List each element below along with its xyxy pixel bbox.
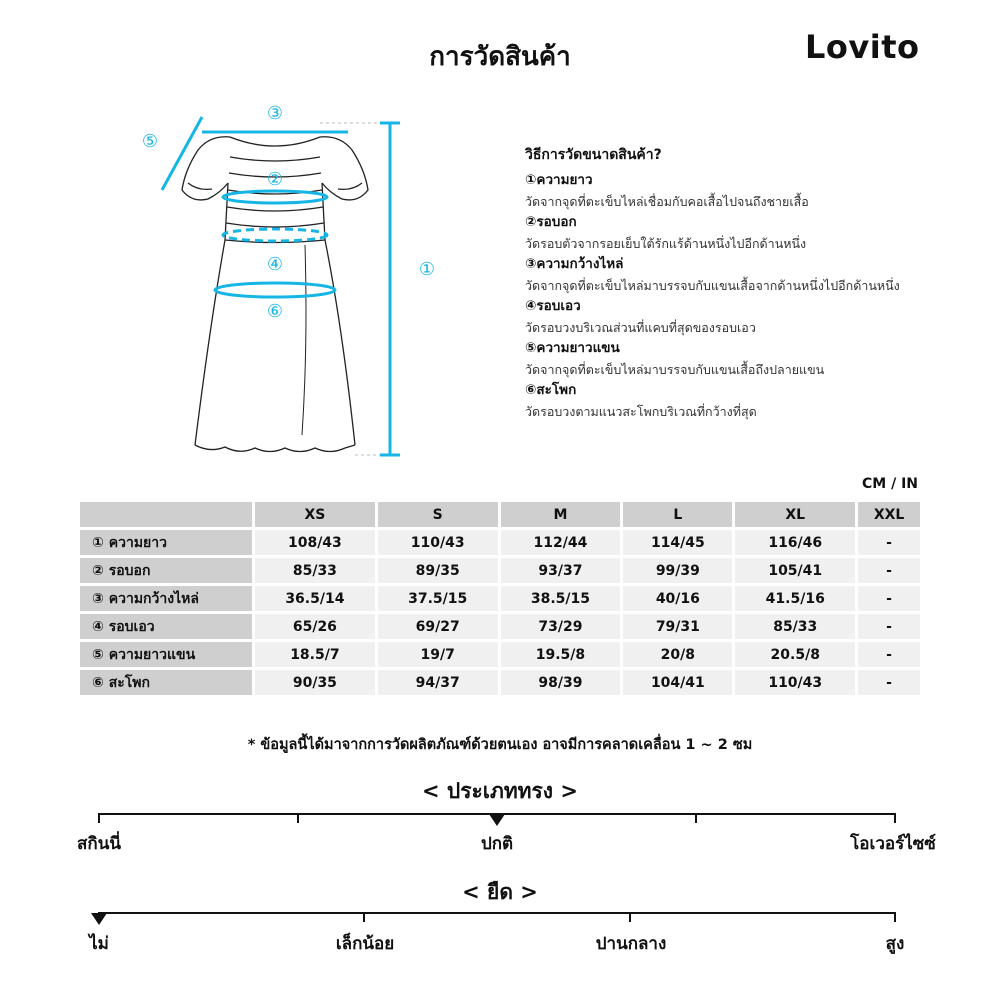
fit-scale-title: < ประเภททรง > bbox=[422, 779, 578, 803]
stretch-scale-tick bbox=[894, 912, 896, 922]
row-label: ⑥ สะโพก bbox=[80, 670, 252, 695]
size-header: M bbox=[501, 502, 621, 527]
stretch-selected-marker bbox=[91, 913, 107, 925]
marker-shoulder: ③ bbox=[266, 103, 284, 124]
size-header: S bbox=[378, 502, 498, 527]
measurement-note: * ข้อมูลนี้ได้มาจากการวัดผลิตภัณฑ์ด้วยตนเอง อาจมีการคลาดเคลื่อน 1 ~ 2 ซม bbox=[247, 737, 753, 753]
stretch-label: สูง bbox=[885, 934, 905, 954]
table-cell: 79/31 bbox=[623, 614, 732, 639]
table-cell: - bbox=[858, 614, 920, 639]
table-cell: - bbox=[858, 586, 920, 611]
marker-waist: ④ bbox=[266, 254, 284, 275]
table-cell: 104/41 bbox=[623, 670, 732, 695]
guide-item-title: ④รอบเอว bbox=[525, 298, 581, 314]
table-cell: 94/37 bbox=[378, 670, 498, 695]
table-cell: 85/33 bbox=[735, 614, 855, 639]
size-header: XXL bbox=[858, 502, 920, 527]
table-cell: 89/35 bbox=[378, 558, 498, 583]
fit-scale-tick bbox=[695, 813, 697, 823]
table-cell: 98/39 bbox=[501, 670, 621, 695]
fit-label: สกินนี่ bbox=[77, 834, 121, 854]
stretch-scale-tick bbox=[629, 912, 631, 922]
guide-item-title: ①ความยาว bbox=[525, 172, 593, 188]
guide-item bbox=[525, 170, 965, 212]
table-cell: 93/37 bbox=[501, 558, 621, 583]
marker-length: ① bbox=[418, 259, 436, 280]
page-title: การวัดสินค้า bbox=[429, 42, 571, 72]
table-cell: 110/43 bbox=[735, 670, 855, 695]
fit-scale-tick bbox=[98, 813, 100, 823]
table-cell: 20.5/8 bbox=[735, 642, 855, 667]
guide-item-desc: วัดรอบวงตามแนวสะโพกบริเวณที่กว้างที่สุด bbox=[525, 404, 757, 419]
table-cell: 114/45 bbox=[623, 530, 732, 555]
table-cell: 69/27 bbox=[378, 614, 498, 639]
table-row bbox=[80, 670, 920, 695]
guide-item-title: ⑤ความยาวแขน bbox=[525, 340, 620, 356]
size-table bbox=[77, 499, 923, 698]
table-cell: 99/39 bbox=[623, 558, 732, 583]
size-header: L bbox=[623, 502, 732, 527]
guide-item bbox=[525, 254, 965, 296]
table-row bbox=[80, 586, 920, 611]
table-cell: 36.5/14 bbox=[255, 586, 375, 611]
fit-label: ปกติ bbox=[480, 834, 514, 854]
table-cell: 19/7 bbox=[378, 642, 498, 667]
guide-item-desc: วัดจากจุดที่ตะเข็บไหล่มาบรรจบกับแขนเสื้อจากด้านหนึ่งไปอีกด้านหนึ่ง bbox=[525, 278, 900, 293]
table-cell: 110/43 bbox=[378, 530, 498, 555]
table-cell: 112/44 bbox=[501, 530, 621, 555]
guide-item bbox=[525, 380, 965, 422]
brand-logo: Lovito bbox=[805, 28, 920, 66]
row-label: ② รอบอก bbox=[80, 558, 252, 583]
table-cell: 85/33 bbox=[255, 558, 375, 583]
guide-item-desc: วัดรอบวงบริเวณส่วนที่แคบที่สุดของรอบเอว bbox=[525, 320, 756, 335]
table-cell: 38.5/15 bbox=[501, 586, 621, 611]
marker-bust: ② bbox=[266, 169, 284, 190]
table-cell: 41.5/16 bbox=[735, 586, 855, 611]
row-label: ③ ความกว้างไหล่ bbox=[80, 586, 252, 611]
table-header-row bbox=[80, 502, 920, 527]
guide-item-desc: วัดจากจุดที่ตะเข็บไหล่เชื่อมกับคอเสื้อไปจนถึงชายเสื้อ bbox=[525, 194, 809, 209]
table-cell: 20/8 bbox=[623, 642, 732, 667]
table-row bbox=[80, 642, 920, 667]
guide-item bbox=[525, 212, 965, 254]
guide-heading: วิธีการวัดขนาดสินค้า? bbox=[525, 147, 662, 163]
unit-label: CM / IN bbox=[862, 476, 918, 492]
table-row bbox=[80, 530, 920, 555]
table-cell: 73/29 bbox=[501, 614, 621, 639]
guide-item-desc: วัดรอบตัวจากรอยเย็บใต้รักแร้ด้านหนึ่งไปอีกด้านหนึ่ง bbox=[525, 236, 807, 251]
table-cell: 108/43 bbox=[255, 530, 375, 555]
table-cell: - bbox=[858, 642, 920, 667]
table-cell: 18.5/7 bbox=[255, 642, 375, 667]
stretch-scale-tick bbox=[363, 912, 365, 922]
table-cell: - bbox=[858, 558, 920, 583]
table-row bbox=[80, 614, 920, 639]
guide-item-title: ②รอบอก bbox=[525, 214, 577, 230]
table-cell: 90/35 bbox=[255, 670, 375, 695]
guide-item-title: ③ความกว้างไหล่ bbox=[525, 256, 624, 272]
size-header: XL bbox=[735, 502, 855, 527]
marker-hip: ⑥ bbox=[266, 301, 284, 322]
dress-measurement-diagram bbox=[130, 95, 460, 470]
table-cell: 40/16 bbox=[623, 586, 732, 611]
table-corner-cell bbox=[80, 502, 252, 527]
table-cell: 105/41 bbox=[735, 558, 855, 583]
measurement-guide bbox=[525, 145, 965, 422]
marker-sleeve: ⑤ bbox=[141, 131, 159, 152]
stretch-label: ปานกลาง bbox=[595, 934, 667, 954]
table-cell: 37.5/15 bbox=[378, 586, 498, 611]
stretch-label: ไม่ bbox=[89, 934, 109, 954]
fit-label: โอเวอร์ไซซ์ bbox=[850, 834, 936, 854]
fit-scale-tick bbox=[297, 813, 299, 823]
table-cell: 65/26 bbox=[255, 614, 375, 639]
fit-scale-tick bbox=[894, 813, 896, 823]
guide-item-desc: วัดจากจุดที่ตะเข็บไหล่มาบรรจบกับแขนเสื้อถึงปลายแขน bbox=[525, 362, 825, 377]
table-cell: 19.5/8 bbox=[501, 642, 621, 667]
row-label: ① ความยาว bbox=[80, 530, 252, 555]
size-header: XS bbox=[255, 502, 375, 527]
stretch-label: เล็กน้อย bbox=[335, 934, 395, 954]
table-row bbox=[80, 558, 920, 583]
guide-item bbox=[525, 338, 965, 380]
stretch-scale-line bbox=[98, 912, 896, 914]
table-cell: - bbox=[858, 670, 920, 695]
table-cell: - bbox=[858, 530, 920, 555]
stretch-scale-title: < ยืด > bbox=[462, 880, 538, 904]
row-label: ④ รอบเอว bbox=[80, 614, 252, 639]
row-label: ⑤ ความยาวแขน bbox=[80, 642, 252, 667]
guide-item-title: ⑥สะโพก bbox=[525, 382, 577, 398]
table-cell: 116/46 bbox=[735, 530, 855, 555]
guide-item bbox=[525, 296, 965, 338]
fit-selected-marker bbox=[489, 814, 505, 826]
